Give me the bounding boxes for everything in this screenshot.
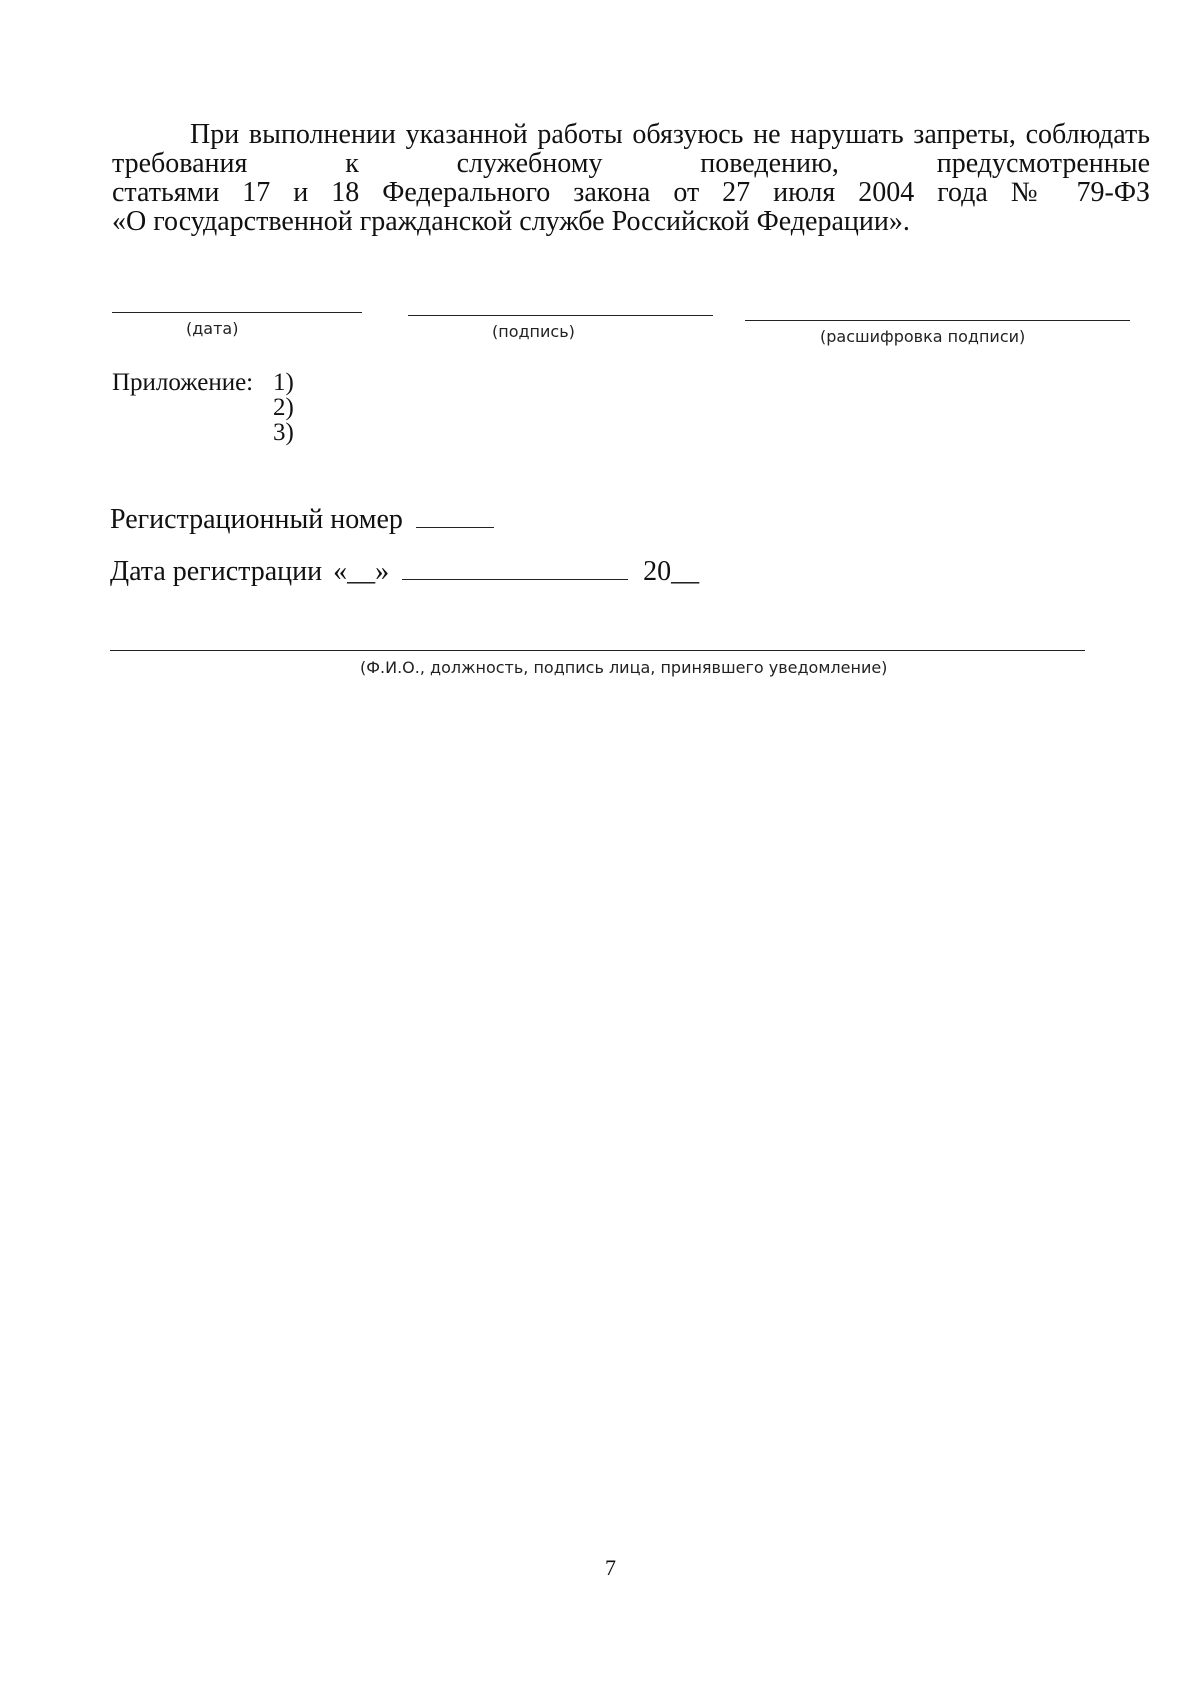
registration-year-field[interactable]: 20__ [643, 556, 700, 587]
appendix-label: Приложение: [112, 369, 254, 396]
signature-transcript-line[interactable] [745, 320, 1130, 321]
statement-word: служебному [456, 148, 603, 179]
statement-line-4: «О государственной гражданской службе Российской Федерации». [112, 206, 910, 237]
appendix-item: 1) [273, 369, 294, 396]
statement-word: предусмотренные [936, 148, 1150, 179]
appendix-item: 3) [273, 419, 294, 446]
registration-month-field[interactable] [402, 557, 628, 580]
date-caption: (дата) [186, 319, 239, 338]
statement-line-3: статьями 17 и 18 Федерального закона от 27 июля 2004 года № 79-ФЗ [112, 177, 1150, 208]
registration-date-row [110, 556, 699, 588]
statement-word: поведению, [700, 148, 839, 179]
signature-caption: (подпись) [492, 322, 575, 341]
appendix-item: 2) [273, 394, 294, 421]
statement-line-2 [112, 149, 1150, 178]
registration-date-label: Дата регистрации [110, 556, 323, 587]
registration-day-field[interactable]: «__» [333, 556, 390, 587]
registration-number-row [110, 504, 494, 536]
obligation-statement [112, 120, 1150, 236]
statement-word: требования [112, 148, 248, 179]
page-number: 7 [605, 1555, 616, 1580]
statement-word: к [345, 148, 359, 179]
appendix-block [112, 369, 294, 446]
receiver-signature-line[interactable] [110, 650, 1085, 651]
registration-number-field[interactable] [416, 505, 494, 528]
receiver-caption: (Ф.И.О., должность, подпись лица, принявшего уведомление) [360, 658, 888, 677]
signature-transcript-caption: (расшифровка подписи) [820, 327, 1026, 346]
appendix-items [273, 370, 294, 445]
signature-line[interactable] [408, 315, 713, 316]
date-signature-line[interactable] [112, 312, 362, 313]
statement-line-1: При выполнении указанной работы обязуюсь не нарушать запреты, соблюдать [190, 119, 1150, 150]
registration-number-label: Регистрационный номер [110, 504, 403, 535]
